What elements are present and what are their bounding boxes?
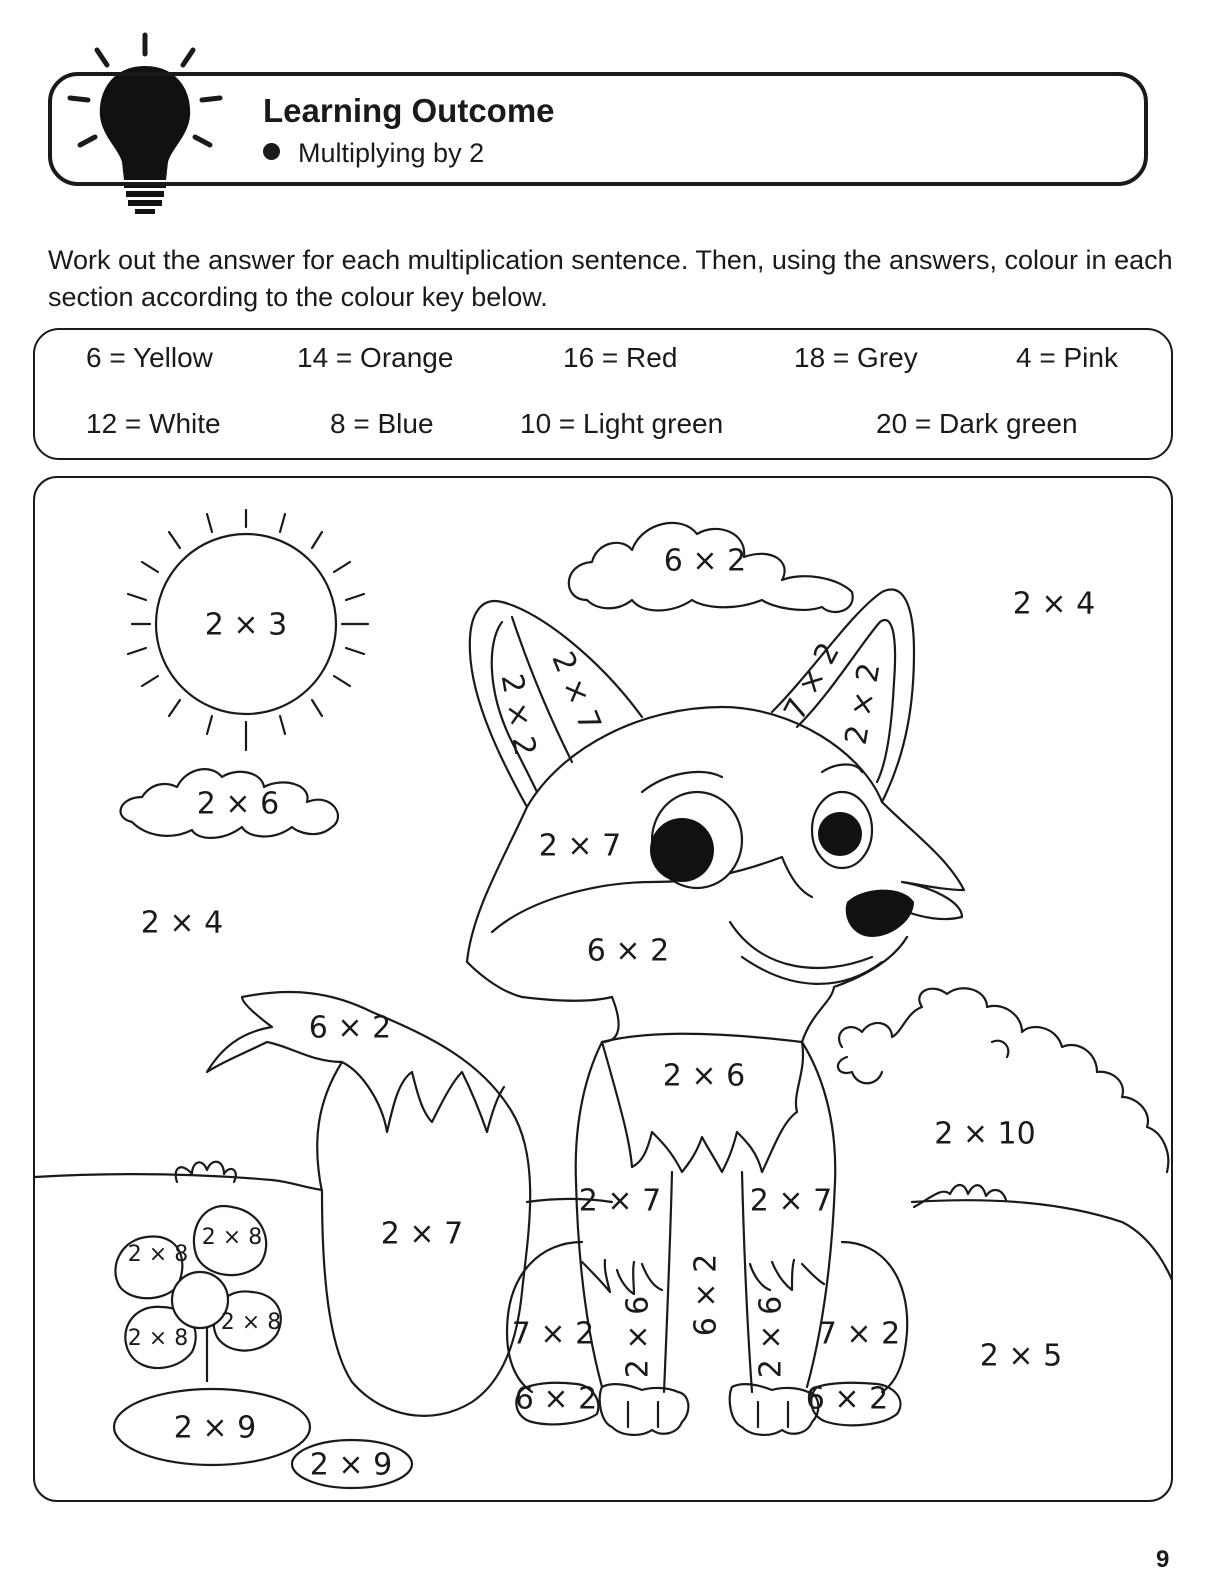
pupil-left: [650, 818, 714, 882]
bullet-icon: [263, 143, 280, 160]
label-ear-left-inner: 2 × 2: [493, 671, 543, 759]
key-red: 16 = Red: [563, 342, 678, 373]
paw-toes: [628, 1402, 788, 1427]
ground-line-left: [35, 1174, 322, 1190]
label-haunch-left: 7 × 2: [511, 1316, 595, 1352]
label-tail: 2 × 7: [380, 1216, 464, 1252]
bush-curl: [992, 1041, 1008, 1057]
grass-tuft-left: [176, 1162, 236, 1182]
leg-left-fur: [582, 1260, 662, 1294]
learning-outcome-text: Multiplying by 2: [298, 138, 485, 168]
key-grey: 18 = Grey: [794, 342, 918, 373]
instructions: Work out the answer for each multiplication sentence. Then, using the answers, colour in each section according to the colour key below.: [48, 245, 1173, 312]
key-dark-green: 20 = Dark green: [876, 408, 1078, 439]
key-yellow: 6 = Yellow: [86, 342, 213, 373]
page-number: 9: [1156, 1546, 1170, 1573]
learning-outcome-item: [263, 138, 484, 169]
label-grass-right: 2 × 5: [979, 1338, 1063, 1374]
fox-nose: [846, 890, 914, 937]
eyebrows: [642, 765, 862, 793]
learning-outcome-box: [48, 72, 1148, 186]
key-white: 12 = White: [86, 408, 221, 439]
label-cloud-top: 6 × 2: [663, 543, 747, 579]
label-sun: 2 × 3: [204, 607, 288, 643]
label-tail-tip: 6 × 2: [308, 1010, 392, 1046]
mouth: [730, 922, 872, 968]
key-light-green: 10 = Light green: [520, 408, 724, 439]
flower-center: [172, 1272, 228, 1328]
label-rock-small: 2 × 9: [309, 1447, 393, 1483]
leg-right-fur: [750, 1260, 824, 1290]
label-ear-right-outer: 7 × 2: [777, 636, 847, 727]
label-petal-2: 2 × 8: [201, 1225, 263, 1250]
label-foot-right: 6 × 2: [805, 1381, 889, 1417]
mask-line: [492, 857, 812, 932]
label-petal-1: 2 × 8: [127, 1242, 189, 1267]
colouring-picture: [33, 476, 1173, 1502]
key-orange: 14 = Orange: [297, 342, 454, 373]
label-ear-right-inner: 2 × 2: [838, 660, 888, 748]
learning-outcome-title: Learning Outcome: [263, 92, 555, 129]
label-head: 2 × 7: [538, 828, 622, 864]
label-belly: 6 × 2: [688, 1253, 724, 1337]
label-leg-right-inner: 2 × 6: [753, 1295, 789, 1379]
label-leg-right-top: 2 × 7: [749, 1183, 833, 1219]
grass-tuft-right: [914, 1185, 1006, 1207]
label-leg-left-inner: 2 × 6: [620, 1295, 656, 1379]
label-bush: 2 × 10: [934, 1116, 1036, 1152]
leg-left-inner: [664, 1172, 672, 1392]
label-haunch-right: 7 × 2: [817, 1316, 901, 1352]
label-cloud-left: 2 × 6: [196, 786, 280, 822]
label-ear-left-outer: 2 × 7: [544, 646, 608, 737]
label-rock-big: 2 × 9: [173, 1410, 257, 1446]
key-blue: 8 = Blue: [330, 408, 434, 439]
label-petal-4: 2 × 8: [220, 1310, 282, 1335]
label-foot-left: 6 × 2: [514, 1381, 598, 1417]
fox-chest: [602, 1034, 803, 1172]
label-sky-right: 2 × 4: [1012, 586, 1096, 622]
paw-left: [600, 1384, 689, 1435]
key-pink: 4 = Pink: [1016, 342, 1118, 373]
label-leg-left-top: 2 × 7: [578, 1183, 662, 1219]
ground-line-right: [912, 1200, 1173, 1287]
bush-leaf-left: [838, 1057, 882, 1083]
label-petal-3: 2 × 8: [127, 1326, 189, 1351]
fox-scene: [35, 478, 1173, 1502]
label-sky-left: 2 × 4: [140, 905, 224, 941]
pupil-right: [818, 812, 862, 856]
label-muzzle: 6 × 2: [586, 933, 670, 969]
fox-tail: [207, 992, 530, 1416]
label-chest: 2 × 6: [662, 1058, 746, 1094]
